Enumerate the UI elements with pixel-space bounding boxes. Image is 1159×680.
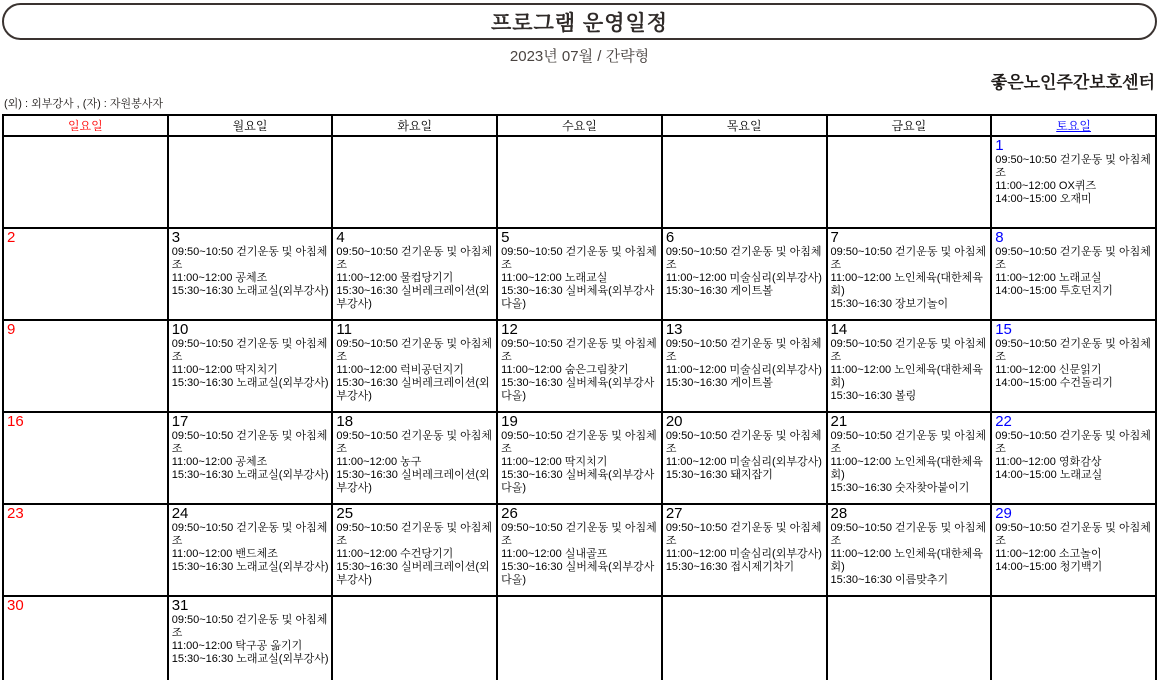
day-number: 19 bbox=[501, 413, 518, 430]
calendar-week-row bbox=[3, 504, 1156, 596]
calendar-day-cell bbox=[332, 136, 497, 228]
schedule-entry: 09:50~10:50 걷기운동 및 아침체조 bbox=[830, 522, 987, 547]
day-number bbox=[501, 597, 659, 599]
day-number: 27 bbox=[665, 505, 683, 522]
schedule-entry: 15:30~16:30 숫자찾아붙이기 bbox=[830, 482, 970, 494]
schedule-entry: 11:00~12:00 숨은그림찾기 bbox=[501, 364, 629, 376]
day-number bbox=[336, 137, 494, 139]
schedule-entry: 09:50~10:50 걷기운동 및 아침체조 bbox=[665, 522, 822, 547]
calendar-day-cell bbox=[991, 504, 1156, 596]
calendar-day-cell bbox=[497, 228, 662, 320]
schedule-entry: 09:50~10:50 걷기운동 및 아침체조 bbox=[501, 246, 657, 271]
day-number: 5 bbox=[501, 229, 510, 246]
day-number: 20 bbox=[665, 413, 683, 430]
schedule-entry: 09:50~10:50 걷기운동 및 아침체조 bbox=[665, 246, 822, 271]
schedule-entry: 09:50~10:50 걷기운동 및 아침체조 bbox=[336, 522, 493, 547]
day-number: 23 bbox=[7, 505, 24, 522]
schedule-entry: 15:30~16:30 이름맞추기 bbox=[830, 574, 949, 586]
calendar-week-row bbox=[3, 412, 1156, 504]
day-number: 16 bbox=[7, 413, 24, 430]
schedule-entry: 09:50~10:50 걷기운동 및 아침체조 bbox=[830, 430, 987, 455]
day-header-weekday-5: 금요일 bbox=[827, 115, 992, 136]
schedule-entry: 15:30~16:30 노래교실(외부강사) bbox=[171, 377, 329, 389]
schedule-entry: 09:50~10:50 걷기운동 및 아침체조 bbox=[995, 338, 1151, 363]
day-number: 13 bbox=[665, 321, 683, 338]
day-header-weekday-3: 수요일 bbox=[497, 115, 662, 136]
calendar-day-cell bbox=[497, 320, 662, 412]
calendar-week-row bbox=[3, 596, 1156, 680]
day-number bbox=[336, 597, 494, 599]
calendar-day-cell bbox=[497, 596, 662, 680]
day-number: 11 bbox=[336, 321, 352, 338]
calendar-day-cell bbox=[168, 320, 333, 412]
calendar-day-cell bbox=[332, 504, 497, 596]
schedule-entry: 11:00~12:00 농구 bbox=[336, 456, 422, 468]
schedule-entry: 15:30~16:30 게이트볼 bbox=[665, 285, 773, 297]
calendar-day-cell bbox=[332, 596, 497, 680]
schedule-entry: 09:50~10:50 걷기운동 및 아침체조 bbox=[336, 338, 493, 363]
calendar-day-cell bbox=[168, 596, 333, 680]
schedule-entry: 09:50~10:50 걷기운동 및 아침체조 bbox=[995, 522, 1151, 547]
day-number: 1 bbox=[995, 137, 1004, 154]
schedule-entry: 14:00~15:00 투호던지기 bbox=[995, 285, 1113, 297]
schedule-entry: 15:30~16:30 접시제기차기 bbox=[665, 561, 795, 573]
day-number: 25 bbox=[336, 505, 354, 522]
schedule-entry: 15:30~16:30 실버레크레이션(외부강사) bbox=[336, 285, 490, 310]
day-number: 7 bbox=[830, 229, 839, 246]
calendar-day-cell bbox=[3, 228, 168, 320]
calendar-day-cell bbox=[827, 504, 992, 596]
schedule-entry: 09:50~10:50 걷기운동 및 아침체조 bbox=[501, 430, 657, 455]
day-number: 2 bbox=[7, 229, 16, 246]
calendar-week-row bbox=[3, 228, 1156, 320]
calendar-day-cell bbox=[662, 596, 827, 680]
schedule-entry: 11:00~12:00 노래교실 bbox=[995, 272, 1102, 284]
schedule-entry: 09:50~10:50 걷기운동 및 아침체조 bbox=[995, 430, 1151, 455]
schedule-entry: 09:50~10:50 걷기운동 및 아침체조 bbox=[336, 246, 493, 271]
schedule-entry: 09:50~10:50 걷기운동 및 아침체조 bbox=[995, 246, 1151, 271]
schedule-entry: 14:00~15:00 청기백기 bbox=[995, 561, 1103, 573]
calendar-body bbox=[3, 136, 1156, 680]
day-number bbox=[7, 137, 165, 139]
schedule-entry: 15:30~16:30 돼지잡기 bbox=[665, 469, 773, 481]
schedule-entry: 11:00~12:00 미술심리(외부강사) bbox=[665, 456, 822, 468]
calendar-day-cell bbox=[168, 136, 333, 228]
schedule-entry: 14:00~15:00 수건돌리기 bbox=[995, 377, 1113, 389]
schedule-entry: 09:50~10:50 걷기운동 및 아침체조 bbox=[336, 430, 493, 455]
schedule-entry: 09:50~10:50 걷기운동 및 아침체조 bbox=[830, 338, 987, 363]
schedule-entry: 15:30~16:30 실버레크레이션(외부강사) bbox=[336, 377, 490, 402]
calendar-day-cell bbox=[497, 412, 662, 504]
calendar-day-cell bbox=[3, 596, 168, 680]
schedule-entry: 11:00~12:00 공체조 bbox=[171, 272, 268, 284]
day-number: 30 bbox=[7, 597, 24, 614]
schedule-entry: 11:00~12:00 OX퀴즈 bbox=[995, 180, 1097, 192]
schedule-entry: 09:50~10:50 걷기운동 및 아침체조 bbox=[171, 338, 328, 363]
schedule-entry: 11:00~12:00 소고놀이 bbox=[995, 548, 1102, 560]
schedule-entry: 14:00~15:00 오재미 bbox=[995, 193, 1092, 205]
calendar-day-cell bbox=[827, 228, 992, 320]
calendar-day-cell bbox=[827, 596, 992, 680]
calendar-table bbox=[2, 114, 1157, 680]
schedule-entry: 15:30~16:30 볼링 bbox=[830, 390, 917, 402]
calendar-day-cell bbox=[497, 504, 662, 596]
day-header-weekday-4: 목요일 bbox=[662, 115, 827, 136]
calendar-day-cell bbox=[168, 412, 333, 504]
schedule-entry: 15:30~16:30 실버체육(외부강사 다올) bbox=[501, 469, 655, 494]
day-number: 3 bbox=[171, 229, 181, 246]
schedule-entry: 11:00~12:00 노인체육(대한체육회) bbox=[830, 272, 983, 297]
day-header-row bbox=[3, 115, 1156, 136]
day-number: 18 bbox=[336, 413, 354, 430]
schedule-entry: 11:00~12:00 럭비공던지기 bbox=[336, 364, 464, 376]
day-number: 31 bbox=[171, 597, 189, 614]
schedule-entry: 15:30~16:30 노래교실(외부강사) bbox=[171, 285, 329, 297]
legend-note: (외) : 외부강사 , (자) : 자원봉사자 bbox=[4, 98, 164, 110]
schedule-entry: 09:50~10:50 걷기운동 및 아침체조 bbox=[501, 338, 657, 363]
day-number: 24 bbox=[171, 505, 189, 522]
calendar-day-cell bbox=[3, 504, 168, 596]
day-number: 28 bbox=[830, 505, 848, 522]
schedule-entry: 15:30~16:30 실버레크레이션(외부강사) bbox=[336, 561, 490, 586]
calendar-day-cell bbox=[662, 228, 827, 320]
schedule-entry: 11:00~12:00 탁구공 옮기기 bbox=[171, 640, 303, 652]
day-number: 8 bbox=[995, 229, 1004, 246]
calendar-day-cell bbox=[3, 412, 168, 504]
schedule-entry: 15:30~16:30 실버레크레이션(외부강사) bbox=[336, 469, 490, 494]
schedule-entry: 09:50~10:50 걷기운동 및 아침체조 bbox=[171, 430, 328, 455]
calendar-day-cell bbox=[497, 136, 662, 228]
schedule-entry: 15:30~16:30 장보기놀이 bbox=[830, 298, 949, 310]
schedule-entry: 15:30~16:30 노래교실(외부강사) bbox=[171, 469, 329, 481]
calendar-day-cell bbox=[827, 412, 992, 504]
calendar-day-cell bbox=[827, 320, 992, 412]
schedule-entry: 11:00~12:00 노인체육(대한체육회) bbox=[830, 364, 983, 389]
calendar-day-cell bbox=[3, 136, 168, 228]
schedule-entry: 11:00~12:00 실내골프 bbox=[501, 548, 608, 560]
schedule-entry: 11:00~12:00 노래교실 bbox=[501, 272, 608, 284]
schedule-page bbox=[0, 3, 1159, 680]
calendar-day-cell bbox=[662, 412, 827, 504]
title-box bbox=[2, 3, 1157, 40]
day-number bbox=[831, 137, 989, 139]
center-name: 좋은노인주간보호센터 bbox=[990, 73, 1155, 92]
schedule-entry: 11:00~12:00 신문읽기 bbox=[995, 364, 1102, 376]
schedule-entry: 09:50~10:50 걷기운동 및 아침체조 bbox=[171, 614, 328, 639]
schedule-entry: 15:30~16:30 게이트볼 bbox=[665, 377, 773, 389]
calendar-day-cell bbox=[991, 228, 1156, 320]
schedule-entry: 11:00~12:00 딱지치기 bbox=[171, 364, 278, 376]
calendar-week-row bbox=[3, 136, 1156, 228]
day-number: 4 bbox=[336, 229, 345, 246]
schedule-entry: 15:30~16:30 노래교실(외부강사) bbox=[171, 653, 329, 665]
schedule-entry: 09:50~10:50 걷기운동 및 아침체조 bbox=[171, 246, 328, 271]
calendar-day-cell bbox=[991, 320, 1156, 412]
calendar-day-cell bbox=[827, 136, 992, 228]
schedule-entry: 11:00~12:00 미술심리(외부강사) bbox=[665, 364, 822, 376]
schedule-entry: 09:50~10:50 걷기운동 및 아침체조 bbox=[995, 154, 1151, 179]
schedule-entry: 14:00~15:00 노래교실 bbox=[995, 469, 1103, 481]
schedule-entry: 11:00~12:00 물컵당기기 bbox=[336, 272, 454, 284]
schedule-entry: 15:30~16:30 실버체육(외부강사 다올) bbox=[501, 561, 655, 586]
calendar-day-cell bbox=[662, 136, 827, 228]
calendar-day-cell bbox=[991, 136, 1156, 228]
calendar-day-cell bbox=[332, 228, 497, 320]
day-header-weekday-1: 월요일 bbox=[168, 115, 333, 136]
schedule-entry: 11:00~12:00 미술심리(외부강사) bbox=[665, 272, 822, 284]
schedule-entry: 15:30~16:30 노래교실(외부강사) bbox=[171, 561, 329, 573]
page-title: 프로그램 운영일정 bbox=[490, 11, 669, 35]
schedule-entry: 11:00~12:00 미술심리(외부강사) bbox=[665, 548, 822, 560]
schedule-entry: 11:00~12:00 영화감상 bbox=[995, 456, 1102, 468]
day-number: 22 bbox=[995, 413, 1012, 430]
day-number bbox=[172, 137, 330, 139]
day-number bbox=[831, 597, 989, 599]
day-number: 21 bbox=[830, 413, 848, 430]
calendar-day-cell bbox=[991, 412, 1156, 504]
schedule-entry: 11:00~12:00 노인체육(대한체육회) bbox=[830, 456, 983, 481]
day-number: 9 bbox=[7, 321, 16, 338]
day-number: 10 bbox=[171, 321, 189, 338]
schedule-entry: 11:00~12:00 노인체육(대한체육회) bbox=[830, 548, 983, 573]
day-number: 12 bbox=[501, 321, 518, 338]
day-header-sunday: 일요일 bbox=[3, 115, 168, 136]
day-header-weekday-2: 화요일 bbox=[332, 115, 497, 136]
schedule-entry: 11:00~12:00 밴드체조 bbox=[171, 548, 278, 560]
schedule-entry: 11:00~12:00 수건당기기 bbox=[336, 548, 454, 560]
schedule-entry: 11:00~12:00 딱지치기 bbox=[501, 456, 608, 468]
day-number: 29 bbox=[995, 505, 1012, 522]
calendar-subtitle: 2023년 07월 / 간략형 bbox=[509, 48, 650, 65]
schedule-entry: 09:50~10:50 걷기운동 및 아침체조 bbox=[665, 338, 822, 363]
day-header-saturday[interactable]: 토요일 bbox=[991, 115, 1156, 136]
schedule-entry: 09:50~10:50 걷기운동 및 아침체조 bbox=[501, 522, 657, 547]
calendar-day-cell bbox=[332, 320, 497, 412]
calendar-day-cell bbox=[662, 504, 827, 596]
schedule-entry: 09:50~10:50 걷기운동 및 아침체조 bbox=[665, 430, 822, 455]
day-number bbox=[666, 137, 824, 139]
calendar-day-cell bbox=[168, 504, 333, 596]
day-number bbox=[666, 597, 824, 599]
calendar-day-cell bbox=[168, 228, 333, 320]
day-number: 6 bbox=[665, 229, 675, 246]
schedule-entry: 15:30~16:30 실버체육(외부강사 다올) bbox=[501, 377, 655, 402]
calendar-week-row bbox=[3, 320, 1156, 412]
day-number: 26 bbox=[501, 505, 518, 522]
calendar-day-cell bbox=[662, 320, 827, 412]
calendar-day-cell bbox=[991, 596, 1156, 680]
day-number: 15 bbox=[995, 321, 1012, 338]
calendar-day-cell bbox=[332, 412, 497, 504]
day-number: 17 bbox=[171, 413, 189, 430]
day-number bbox=[995, 597, 1153, 599]
schedule-entry: 11:00~12:00 공체조 bbox=[171, 456, 268, 468]
day-number: 14 bbox=[830, 321, 848, 338]
calendar-day-cell bbox=[3, 320, 168, 412]
schedule-entry: 09:50~10:50 걷기운동 및 아침체조 bbox=[171, 522, 328, 547]
schedule-entry: 09:50~10:50 걷기운동 및 아침체조 bbox=[830, 246, 987, 271]
calendar-head bbox=[3, 115, 1156, 136]
schedule-entry: 15:30~16:30 실버체육(외부강사 다올) bbox=[501, 285, 655, 310]
day-number bbox=[501, 137, 659, 139]
